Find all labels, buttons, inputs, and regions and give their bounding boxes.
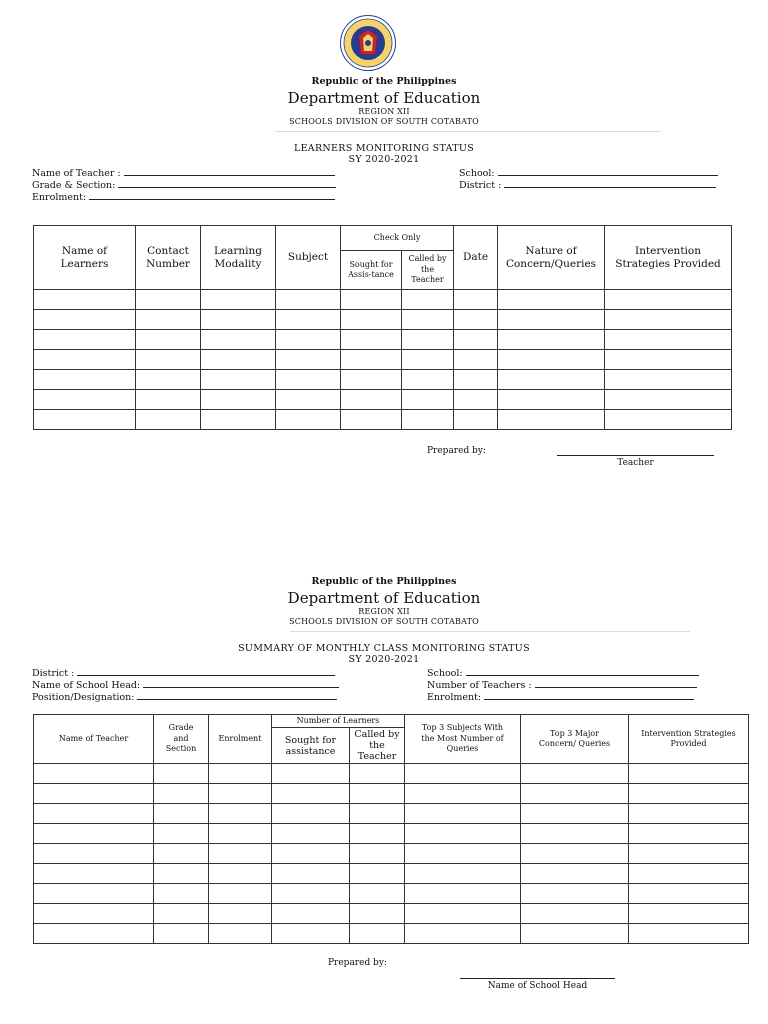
division-label-2: SCHOOLS DIVISION OF SOUTH COTABATO — [289, 617, 479, 626]
number-of-teachers-field[interactable] — [427, 679, 697, 691]
table-row — [34, 290, 732, 310]
col-contact-number: Contact Number — [136, 226, 201, 290]
table-row — [34, 844, 749, 864]
republic-heading: Republic of the Philippines — [311, 76, 457, 87]
division-label: SCHOOLS DIVISION OF SOUTH COTABATO — [289, 117, 479, 126]
district-field[interactable] — [459, 179, 716, 191]
grade-section-label: Grade & Section: — [32, 180, 116, 191]
signatory-school-head: Name of School Head — [487, 981, 588, 991]
position-label: Position/Designation: — [32, 692, 135, 703]
region-label-2: REGION XII — [358, 607, 410, 616]
col-sought-assistance-2: Sought for assistance — [272, 728, 350, 764]
table-row — [34, 764, 749, 784]
district-label: District : — [459, 180, 502, 191]
col-check-only: Check Only — [341, 226, 454, 251]
table-row — [34, 410, 732, 430]
form-title-2: SUMMARY OF MONTHLY CLASS MONITORING STATUS — [238, 643, 530, 654]
teacher-name-field[interactable] — [32, 167, 335, 179]
signatory-teacher: Teacher — [617, 458, 654, 468]
col-teacher-name: Name of Teacher — [34, 715, 154, 764]
table-row — [34, 864, 749, 884]
divider-2 — [290, 631, 690, 632]
prepared-by-label: Prepared by: — [427, 446, 486, 456]
table-row — [34, 390, 732, 410]
department-heading: Department of Education — [287, 89, 481, 107]
prepared-by-label-2: Prepared by: — [328, 958, 387, 968]
col-nature-of-concern: Nature of Concern/Queries — [498, 226, 605, 290]
table-row — [34, 330, 732, 350]
school-year-2: SY 2020-2021 — [348, 654, 420, 665]
col-called-by-teacher-2: Called by the Teacher — [350, 728, 405, 764]
school-year: SY 2020-2021 — [348, 154, 420, 165]
teacher-signature-line[interactable] — [557, 455, 714, 456]
col-sought-assistance: Sought for Assis-tance — [341, 251, 402, 290]
col-subject: Subject — [276, 226, 341, 290]
school-field-2[interactable] — [427, 667, 699, 679]
col-learning-modality: Learning Modality — [201, 226, 276, 290]
col-called-by-teacher: Called by the Teacher — [402, 251, 454, 290]
school-head-label: Name of School Head: — [32, 680, 141, 691]
school-label-2: School: — [427, 668, 463, 679]
col-intervention: Intervention Strategies Provided — [605, 226, 732, 290]
teacher-name-label: Name of Teacher : — [32, 168, 121, 179]
district-label-2: District : — [32, 668, 75, 679]
table-row — [34, 824, 749, 844]
col-learner-name: Name of Learners — [34, 226, 136, 290]
col-top-subjects: Top 3 Subjects With the Most Number of Queries — [405, 715, 521, 764]
school-label: School: — [459, 168, 495, 179]
form-title: LEARNERS MONITORING STATUS — [293, 143, 475, 154]
department-heading-2: Department of Education — [287, 589, 481, 607]
enrolment-label-2: Enrolment: — [427, 692, 482, 703]
deped-seal-logo — [339, 14, 397, 72]
number-of-teachers-label: Number of Teachers : — [427, 680, 532, 691]
table-row — [34, 884, 749, 904]
divider — [275, 131, 661, 132]
table-row — [34, 924, 749, 944]
table-row — [34, 350, 732, 370]
district-field-2[interactable] — [32, 667, 335, 679]
school-head-signature-line[interactable] — [460, 978, 615, 979]
region-label: REGION XII — [358, 107, 410, 116]
col-grade-section: Grade and Section — [154, 715, 209, 764]
school-head-field[interactable] — [32, 679, 339, 691]
col-number-of-learners: Number of Learners — [272, 715, 405, 728]
learners-monitoring-table — [33, 225, 732, 430]
position-field[interactable] — [32, 691, 337, 703]
table-row — [34, 904, 749, 924]
school-field[interactable] — [459, 167, 718, 179]
table-row — [34, 310, 732, 330]
enrolment-field[interactable] — [32, 191, 335, 203]
table-row — [34, 784, 749, 804]
enrolment-label: Enrolment: — [32, 192, 87, 203]
col-intervention-2: Intervention Strategies Provided — [629, 715, 749, 764]
enrolment-field-2[interactable] — [427, 691, 694, 703]
table-row — [34, 370, 732, 390]
grade-section-field[interactable] — [32, 179, 336, 191]
col-enrolment: Enrolment — [209, 715, 272, 764]
table-row — [34, 804, 749, 824]
col-date: Date — [454, 226, 498, 290]
col-top-concerns: Top 3 Major Concern/ Queries — [521, 715, 629, 764]
republic-heading-2: Republic of the Philippines — [311, 576, 457, 587]
monthly-summary-table — [33, 714, 749, 944]
